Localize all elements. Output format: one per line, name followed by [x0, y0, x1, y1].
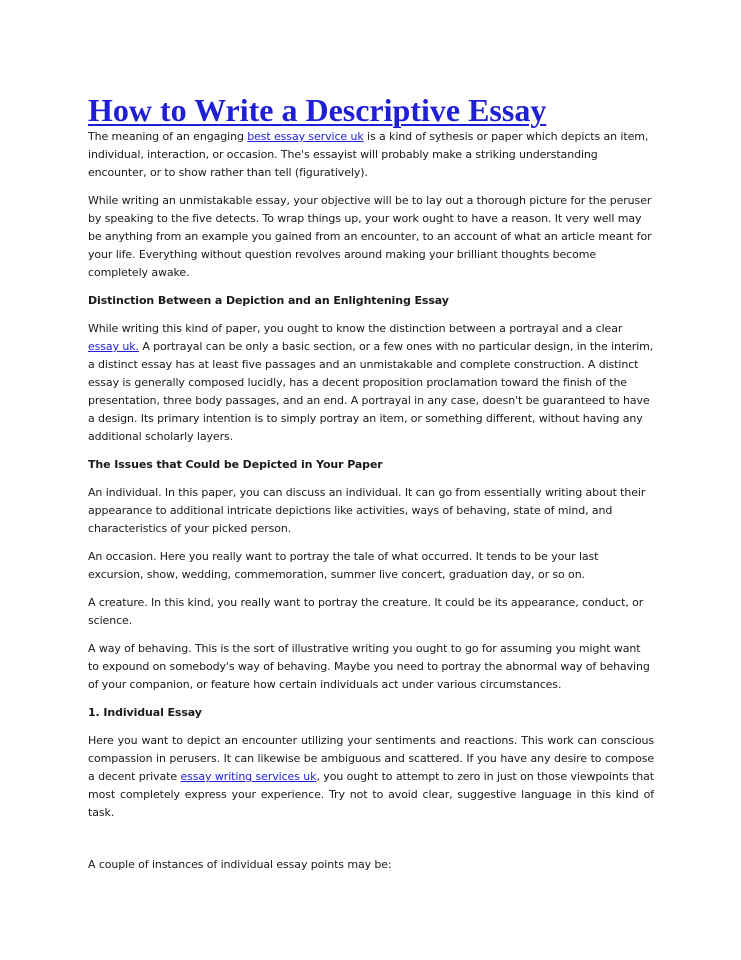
- essay-writing-services-link[interactable]: essay writing services uk: [180, 770, 317, 783]
- best-essay-service-link[interactable]: best essay service uk: [247, 130, 364, 143]
- individual-paragraph: An individual. In this paper, you can discuss an individual. It can go from essentially writing about their appearance to additional intricate depictions like activities, ways of behaving, state of mind, and characteristics of your picked person.: [88, 486, 646, 535]
- document-page: [88, 92, 654, 884]
- page-title: How to Write a Descriptive Essay: [88, 92, 547, 128]
- occasion-paragraph: An occasion. Here you really want to portray the tale of what occurred. It tends to be your last excursion, show, wedding, commemoration, summer live concert, graduation day, or so on.: [88, 550, 599, 581]
- behaviour-paragraph: A way of behaving. This is the sort of illustrative writing you ought to go for assuming you might want to expound on somebody's way of behaving. Maybe you need to portray the abnormal way of behaving of your companion, or feature how certain individuals act under various circumstances.: [88, 642, 650, 691]
- individual-essay-text-start: Here you want to depict an encounter utilizing your sentiments and reactions. This work can conscious compassion in perusers. It can likewise be ambiguous and scattered. If you have any desire to compose a decent private: [88, 734, 654, 783]
- essay-uk-link[interactable]: essay uk.: [88, 340, 139, 353]
- intro-text-start: The meaning of an engaging: [88, 130, 248, 143]
- distinction-paragraph: [88, 320, 654, 446]
- distinction-text-start: While writing this kind of paper, you ought to know the distinction between a portrayal and a clear: [88, 322, 623, 335]
- individual-essay-paragraph: [88, 732, 654, 822]
- section-heading-individual-essay: 1. Individual Essay: [88, 706, 202, 719]
- blank-line: [88, 832, 654, 856]
- intro-paragraph: [88, 128, 654, 182]
- intro-text-end: is a kind of sythesis or paper which depicts an item, individual, interaction, or occasion. The's essayist will probably make a striking understanding encounter, or to show rather than tell (figuratively).: [88, 130, 649, 179]
- examples-intro-paragraph: A couple of instances of individual essay points may be:: [88, 858, 392, 871]
- objective-paragraph: While writing an unmistakable essay, your objective will be to lay out a thorough picture for the peruser by speaking to the five detects. To wrap things up, your work ought to have a reason. It very well may be anything from an example you gained from an encounter, to an account of what an article meant for your life. Everything without question revolves around making your brilliant thoughts become completely awake.: [88, 194, 652, 279]
- individual-essay-text-end: , you ought to attempt to zero in just on those viewpoints that most completely express your experience. Try not to avoid clear, suggestive language in this kind of task.: [88, 770, 654, 819]
- creature-paragraph: A creature. In this kind, you really want to portray the creature. It could be its appearance, conduct, or science.: [88, 596, 644, 627]
- section-heading-distinction: Distinction Between a Depiction and an Enlightening Essay: [88, 294, 449, 307]
- section-heading-issues: The Issues that Could be Depicted in Your Paper: [88, 458, 383, 471]
- distinction-text-end: A portrayal can be only a basic section, or a few ones with no particular design, in the interim, a distinct essay has at least five passages and an unmistakable and complete construction. A distinct essay is generally composed lucidly, has a decent proposition proclamation toward the finish of the presentation, three body passages, and an end. A portrayal in any case, doesn't be guaranteed to have a design. Its primary intention is to simply portray an item, or something different, without having any additional scholarly layers.: [88, 340, 654, 443]
